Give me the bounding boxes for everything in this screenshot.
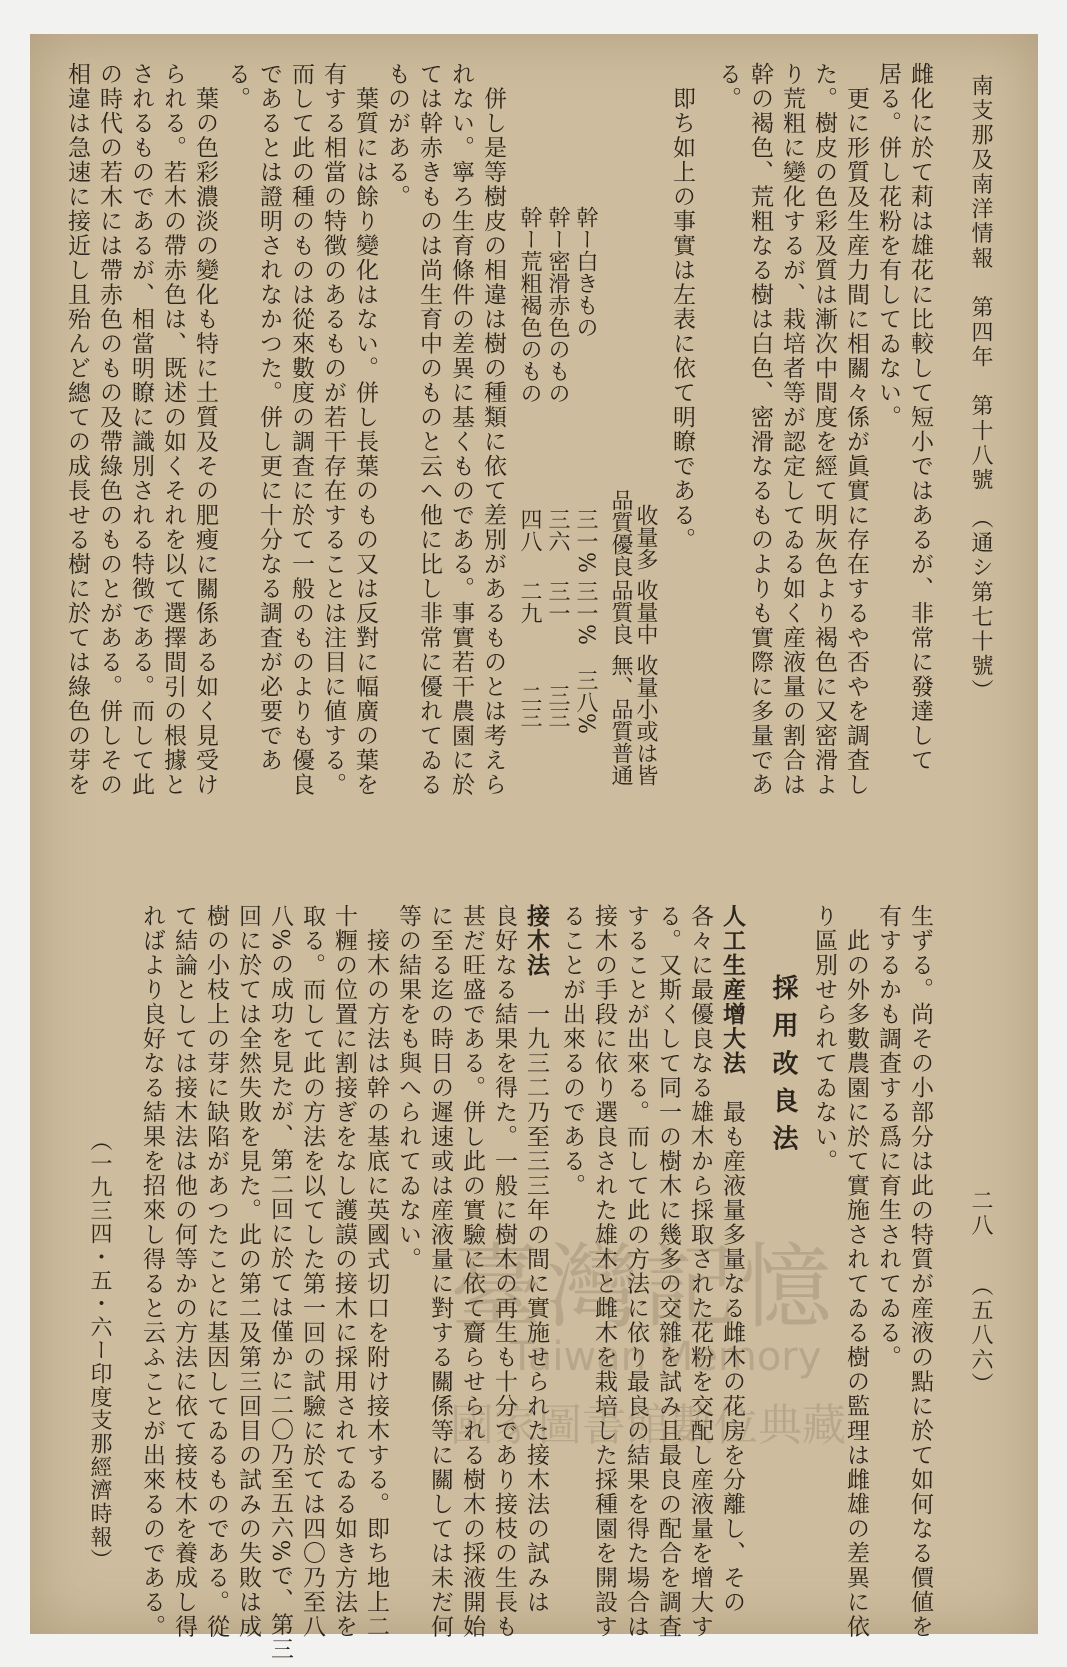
text-column: に至る迄の時日の遲速或は産液量に對する關係等に關しては未だ何 (427, 904, 453, 1639)
text-column: の時代の若木には帶赤色のもの及帶綠色のものとがある。併しその (96, 62, 122, 797)
subsection-heading-text: 人工生産增大法 (719, 904, 746, 1076)
text-column: 十糎の位置に割接ぎをなし護謨の接木に採用されてゐる如き方法を (331, 904, 357, 1639)
text-column: 有するかも調査する爲に育生されてゐる。 (875, 904, 901, 1370)
text-column: 良好なる結果を得た。一般に樹木の再生も十分であり接枝の生長も (491, 904, 517, 1639)
table-cell: 三八% (573, 669, 598, 734)
text-column: 更に形質及生産力間に相關々係が眞實に存在するや否やを調査し (843, 62, 869, 797)
text-column: 接木の方法は幹の基底に英國式切口を附け接木する。即ち地上二 (363, 904, 389, 1639)
table-header-col1b: 品質優良 (608, 489, 633, 577)
subsection-text: 一九三二乃至三三年の間に實施せられた接木法の試みは (523, 1002, 549, 1615)
text-column: ることが出來るのである。 (559, 904, 585, 1198)
text-column: る。 (715, 62, 741, 111)
watermark-logo: 臺灣記憶 (450, 1234, 837, 1341)
text-column: り區別せられてゐない。 (811, 904, 837, 1174)
journal-header: 南支那及南洋情報 第四年 第十八號 （通シ第七十號） (968, 74, 993, 704)
text-column: れない。寧ろ生育條件の差異に基くものである。事實若干農園に於 (448, 62, 474, 797)
table-row-label: 幹ー密滑赤色のもの (545, 206, 570, 404)
table-cell: 三六 (545, 508, 570, 552)
text-column: であるとは證明されなかつた。併し更に十分なる調査が必要であ (256, 62, 282, 773)
text-column: 雌化に於て莉は雄花に比較して短小ではあるが、非常に發達して (907, 62, 933, 773)
text-column: り荒粗に變化するが、栽培者等が認定してゐる如く産液量の割合は (779, 62, 805, 797)
text-column: ものがある。 (384, 62, 410, 209)
text-column: 此の外多數農園に於て實施されてゐる樹の監理は雌雄の差異に依 (843, 904, 869, 1639)
text-column: 各々に最優良なる雄木から採取された花粉を交配し産液量を增大す (687, 904, 713, 1639)
text-column: 居る。併し花粉を有してゐない。 (875, 62, 901, 430)
text-column: 甚だ旺盛である。併し此の實驗に依て齎らせられる樹木の採液開始 (459, 904, 485, 1639)
table-cell: 二九 (517, 580, 542, 624)
text-column: 有する相當の特徴のあるものが若干存在することは注目に値する。 (320, 62, 346, 797)
text-column: 葉質には餘り變化はない。併し長葉のもの又は反對に幅廣の葉を (352, 62, 378, 797)
text-column: 葉の色彩濃淡の變化も特に土質及その肥瘦に關係ある如く見受け (192, 62, 218, 797)
text-column: ては幹赤きものは尚生育中のものと云へ他に比し非常に優れてゐる (416, 62, 442, 797)
table-header-col3: 收量小或は皆 (633, 654, 658, 786)
document-page (30, 34, 1038, 1662)
text-column: 而して此の種のものは從來數度の調査に於て一般のものよりも優良 (288, 62, 314, 797)
table-header-col2: 收量中 (633, 579, 658, 645)
text-column: 併し是等樹皮の相違は樹の種類に依て差別があるものとは考えら (480, 62, 506, 797)
text-column: る。又斯くして同一の樹木に幾多の交雜を試み且最良の配合を調査 (655, 904, 681, 1639)
table-header-col3b: 無、品質普通 (608, 654, 633, 786)
table-header-col2b: 品質良 (608, 579, 633, 645)
text-column: られる。若木の帶赤色は、既述の如くそれを以て選擇間引の根據と (160, 62, 186, 797)
watermark-institution: 國家圖書館數位典藏 (450, 1400, 846, 1451)
text-column: 八%の成功を見たが、第二回に於ては僅かに二〇乃至五六%で、第三 (267, 904, 293, 1662)
subsection-heading-text: 接木法 (523, 904, 550, 978)
table-cell: 三一 (545, 580, 570, 624)
text-column: 幹の褐色、荒粗なる樹は白色、密滑なるものよりも實際に多量であ (747, 62, 773, 797)
table-cell: 三一% (573, 580, 598, 645)
table-cell: 三一% (573, 508, 598, 573)
text-column: 相違は急速に接近し且殆んど總ての成長せる樹に於ては綠色の芽を (64, 62, 90, 797)
text-column: されるものであるが、相當明瞭に識別される特徴である。而して此 (128, 62, 154, 797)
text-column: ればより良好なる結果を招來し得ると云ふことが出來るのである。 (139, 904, 165, 1639)
table-cell: 三三 (545, 684, 570, 728)
text-column: することが出來る。而して此の方法に依り最良の結果を得た場合は (623, 904, 649, 1639)
text-column: 接木の手段に依り選良された雄木と雌木を栽培した採種園を開設す (591, 904, 617, 1639)
text-column: 回に於ては全然失敗を見た。此の第二及第三回目の試みの失敗は成 (235, 904, 261, 1639)
table-cell: 二三 (517, 684, 542, 728)
subsection-text: 最も産液量多量なる雌木の花房を分離し、その (719, 1099, 745, 1615)
table-header-col1: 收量多 (633, 504, 658, 570)
section-title: 採用改良法 (768, 974, 798, 1163)
text-column: て結論としては接木法は他の何等かの方法に依て接枝木を養成し得 (171, 904, 197, 1639)
text-column: 生ずる。尚その小部分は此の特質が産液の點に於て如何なる價値を (907, 904, 933, 1639)
table-row-label: 幹ー荒粗褐色のもの (517, 206, 542, 404)
table-row-label: 幹ー白きもの (573, 206, 598, 338)
source-citation: （一九三四・五・六ー印度支那經濟時報） (87, 1129, 112, 1573)
page-number-total: （五八六） (968, 1274, 993, 1398)
text-column: 樹の小枝上の芽に缺陷があつたことに基因してゐるものである。從 (203, 904, 229, 1639)
text-column: 取る。而して此の方法を以てした第一回の試驗に於ては四〇乃至八 (299, 904, 325, 1639)
text-column: る。 (224, 62, 250, 111)
text-column: 等の結果をも與へられてゐない。 (395, 904, 421, 1272)
page-number-local: 二八 (968, 1189, 993, 1239)
watermark-latin: Taiwan Memory (510, 1334, 822, 1380)
text-column: 即ち如上の事實は左表に依て明瞭である。 (669, 62, 695, 552)
text-column: た。樹皮の色彩及質は漸次中間度を經て明灰色より褐色に又密滑よ (811, 62, 837, 797)
table-cell: 四八 (517, 508, 542, 552)
